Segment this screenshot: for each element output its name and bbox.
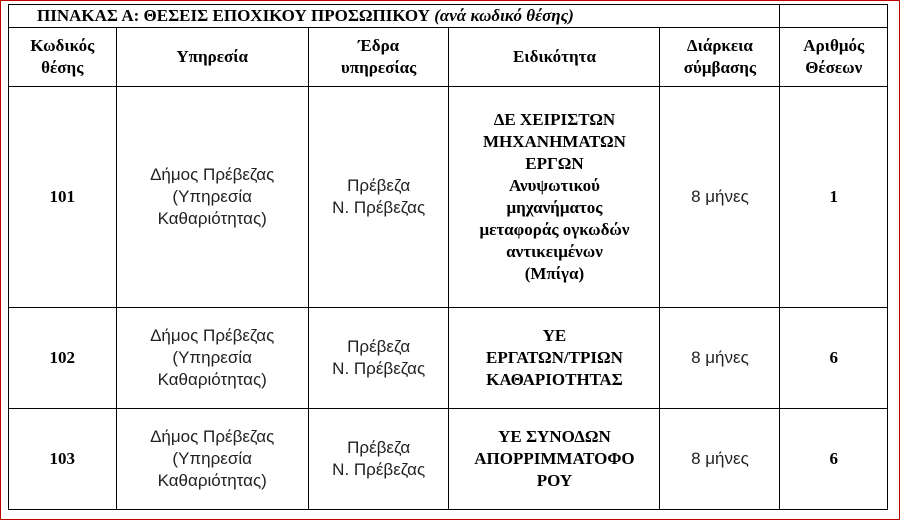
- specialty-line: (Μπίγα): [524, 264, 585, 283]
- specialty-line: ΡΟΥ: [536, 471, 573, 490]
- header-count: [780, 28, 888, 87]
- table-title-main: ΠΙΝΑΚΑΣ Α: ΘΕΣΕΙΣ ΕΠΟΧΙΚΟΥ ΠΡΟΣΩΠΙΚΟΥ: [37, 6, 430, 25]
- header-seat-line: υπηρεσίας: [341, 58, 417, 77]
- service-cell: [116, 308, 308, 409]
- specialty-line: ΑΠΟΡΡΙΜΜΑΤΟΦΟ: [474, 449, 635, 468]
- service-line: (Υπηρεσία: [172, 187, 252, 206]
- seat-line: Πρέβεζα: [347, 337, 411, 356]
- header-seat-line: Έδρα: [358, 36, 400, 55]
- table-title: [9, 5, 780, 28]
- specialty-line: αντικειμένων: [506, 242, 603, 261]
- specialty-line: ΚΑΘΑΡΙΟΤΗΤΑΣ: [486, 370, 623, 389]
- position-code: 102: [9, 308, 117, 409]
- header-service-line: Υπηρεσία: [176, 47, 248, 66]
- seat-cell: [308, 409, 449, 510]
- seat-line: Πρέβεζα: [347, 176, 411, 195]
- duration-cell: 8 μήνες: [660, 87, 780, 308]
- header-seat: [308, 28, 449, 87]
- specialty-line: Ανυψωτικού: [508, 176, 600, 195]
- header-service: [116, 28, 308, 87]
- specialty-cell: [449, 87, 660, 308]
- count-cell: 6: [780, 409, 888, 510]
- service-line: Καθαριότητας): [157, 471, 267, 490]
- service-line: Δήμος Πρέβεζας: [150, 427, 275, 446]
- header-duration-line: Διάρκεια: [686, 36, 753, 55]
- duration-cell: 8 μήνες: [660, 409, 780, 510]
- table-row: [9, 87, 888, 308]
- table-row: [9, 409, 888, 510]
- count-cell: 6: [780, 308, 888, 409]
- positions-table: [8, 4, 888, 510]
- table-row: [9, 308, 888, 409]
- seat-cell: [308, 87, 449, 308]
- specialty-line: ΕΡΓΑΤΩΝ/ΤΡΙΩΝ: [486, 348, 623, 367]
- table-title-row: [9, 5, 888, 28]
- seat-line: Πρέβεζα: [347, 438, 411, 457]
- specialty-line: ΜΗΧΑΝΗΜΑΤΩΝ: [482, 132, 626, 151]
- header-code-line: θέσης: [41, 58, 84, 77]
- service-line: Δήμος Πρέβεζας: [150, 165, 275, 184]
- position-code: 103: [9, 409, 117, 510]
- table-title-empty-cell: [780, 5, 888, 28]
- header-count-line: Αριθμός: [803, 36, 865, 55]
- seat-line: Ν. Πρέβεζας: [332, 359, 426, 378]
- service-line: Καθαριότητας): [157, 209, 267, 228]
- specialty-line: ΕΡΓΩΝ: [525, 154, 584, 173]
- count-cell: 1: [780, 87, 888, 308]
- service-line: Δήμος Πρέβεζας: [150, 326, 275, 345]
- header-duration-line: σύμβασης: [683, 58, 757, 77]
- service-cell: [116, 87, 308, 308]
- header-row: [9, 28, 888, 87]
- specialty-line: ΥΕ ΣΥΝΟΔΩΝ: [498, 427, 611, 446]
- specialty-line: ΥΕ: [542, 326, 567, 345]
- service-line: (Υπηρεσία: [172, 348, 252, 367]
- seat-line: Ν. Πρέβεζας: [332, 198, 426, 217]
- service-cell: [116, 409, 308, 510]
- header-code: [9, 28, 117, 87]
- service-line: Καθαριότητας): [157, 370, 267, 389]
- duration-cell: 8 μήνες: [660, 308, 780, 409]
- specialty-line: μεταφοράς ογκωδών: [479, 220, 630, 239]
- position-code: 101: [9, 87, 117, 308]
- header-specialty-line: Ειδικότητα: [512, 47, 596, 66]
- header-specialty: [449, 28, 660, 87]
- table-title-sub: (ανά κωδικό θέσης): [434, 6, 574, 25]
- specialty-line: ΔΕ ΧΕΙΡΙΣΤΩΝ: [493, 110, 616, 129]
- service-line: (Υπηρεσία: [172, 449, 252, 468]
- specialty-cell: [449, 409, 660, 510]
- header-duration: [660, 28, 780, 87]
- seat-line: Ν. Πρέβεζας: [332, 460, 426, 479]
- header-count-line: Θέσεων: [805, 58, 863, 77]
- header-code-line: Κωδικός: [30, 36, 95, 55]
- specialty-line: μηχανήματος: [506, 198, 603, 217]
- seat-cell: [308, 308, 449, 409]
- specialty-cell: [449, 308, 660, 409]
